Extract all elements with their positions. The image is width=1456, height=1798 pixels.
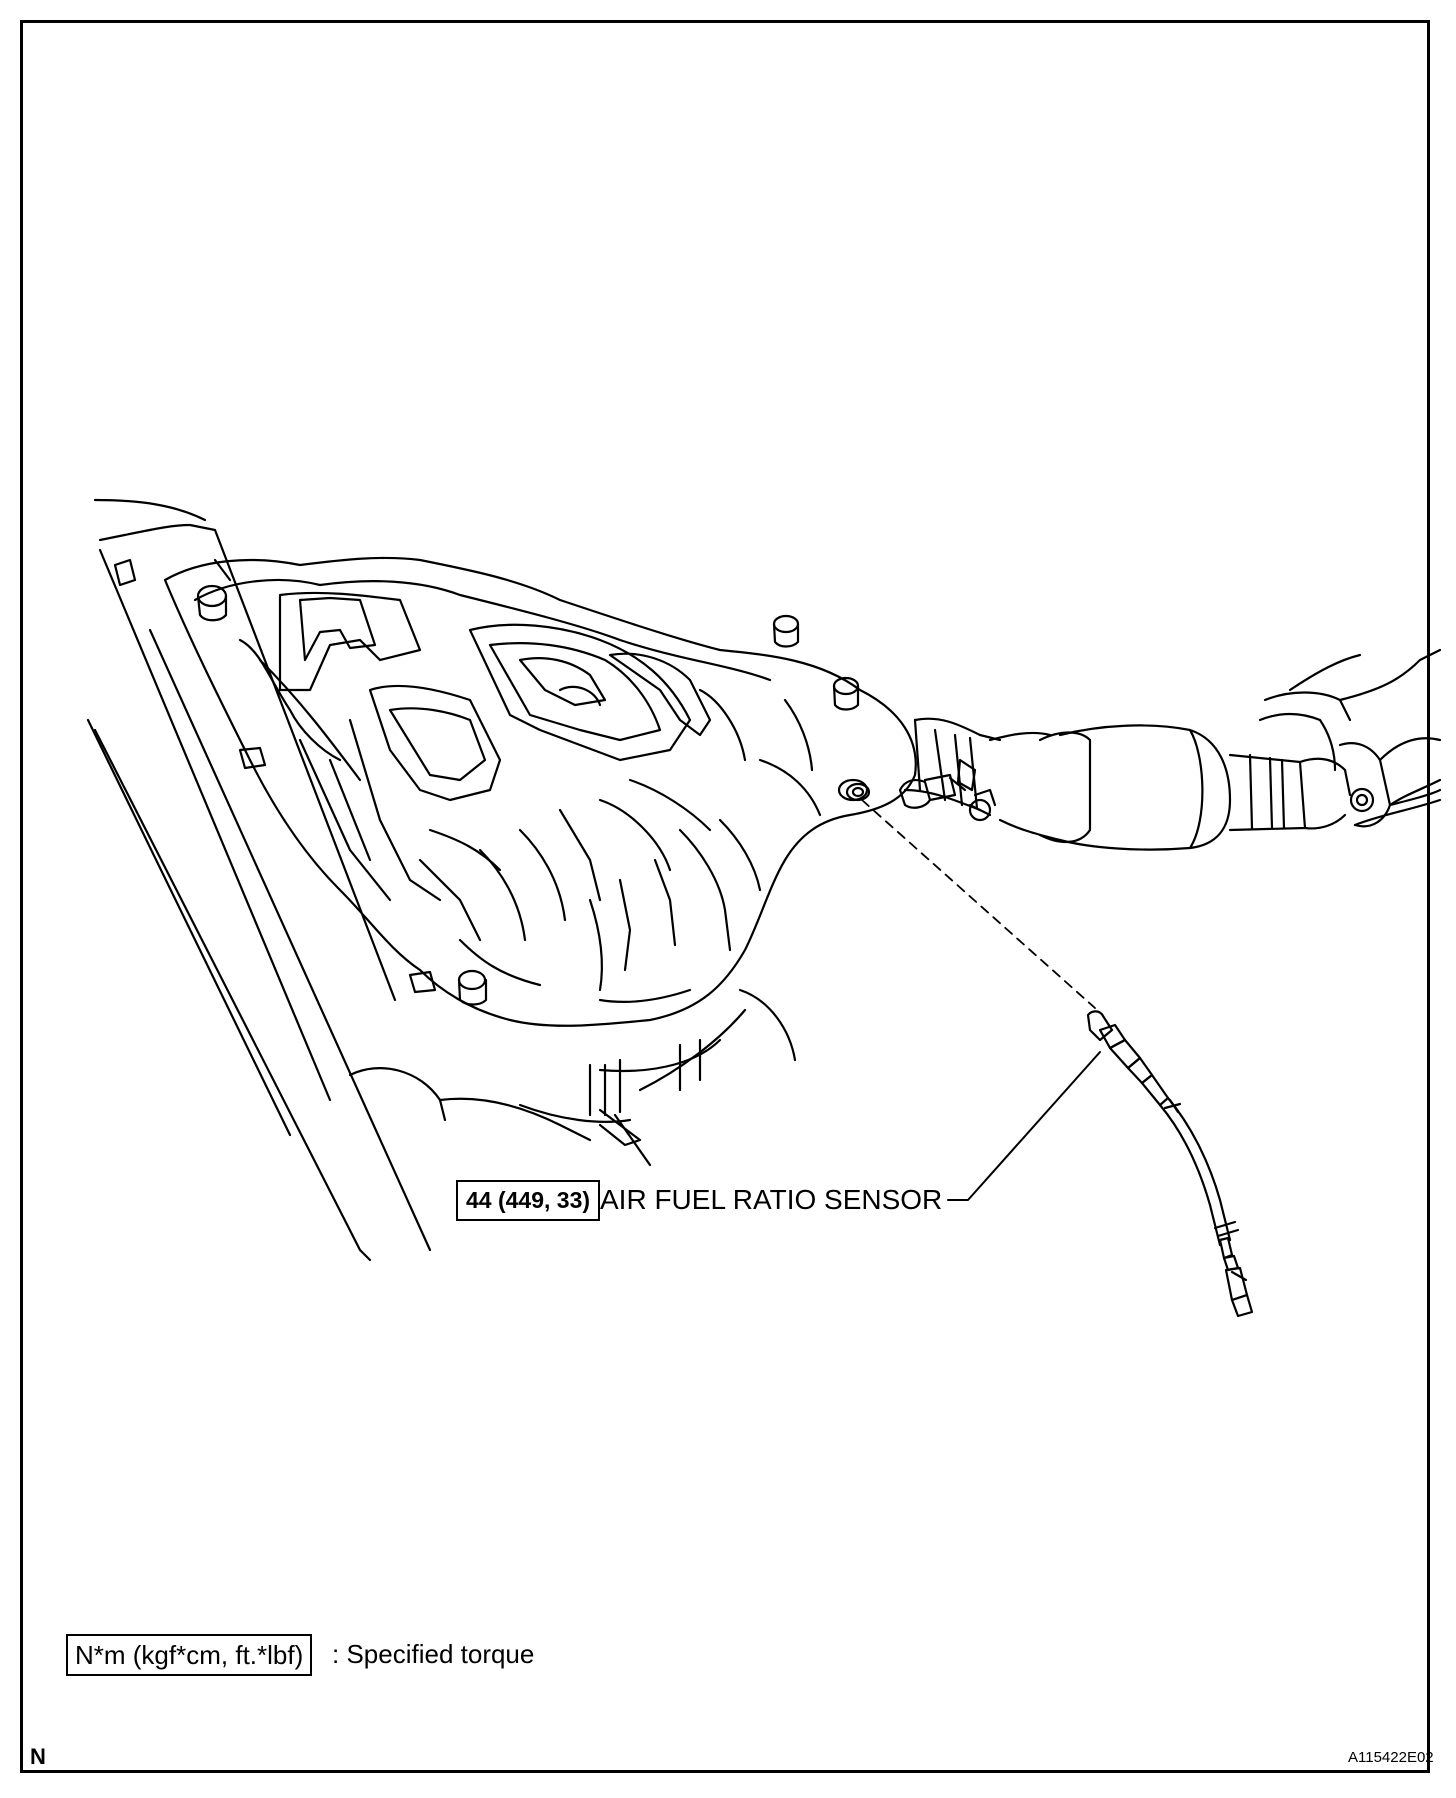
- sensor-boss: [839, 775, 965, 808]
- figure-id: A115422E02: [1348, 1749, 1434, 1766]
- legend-torque-units-box: N*m (kgf*cm, ft.*lbf): [66, 1634, 312, 1676]
- corner-letter: N: [30, 1744, 46, 1769]
- legend-description: : Specified torque: [332, 1639, 535, 1669]
- air-fuel-ratio-sensor: [1088, 1011, 1252, 1316]
- installation-dash-line: [862, 800, 1095, 1008]
- catalytic-converter: [905, 650, 1440, 850]
- sensor-name-label: AIR FUEL RATIO SENSOR: [600, 1184, 943, 1215]
- sensor-torque-box: 44 (449, 33): [456, 1180, 600, 1221]
- sensor-leader-line: [948, 1052, 1100, 1200]
- heat-insulator: [165, 558, 916, 1026]
- insulator-bolts: [198, 586, 869, 1005]
